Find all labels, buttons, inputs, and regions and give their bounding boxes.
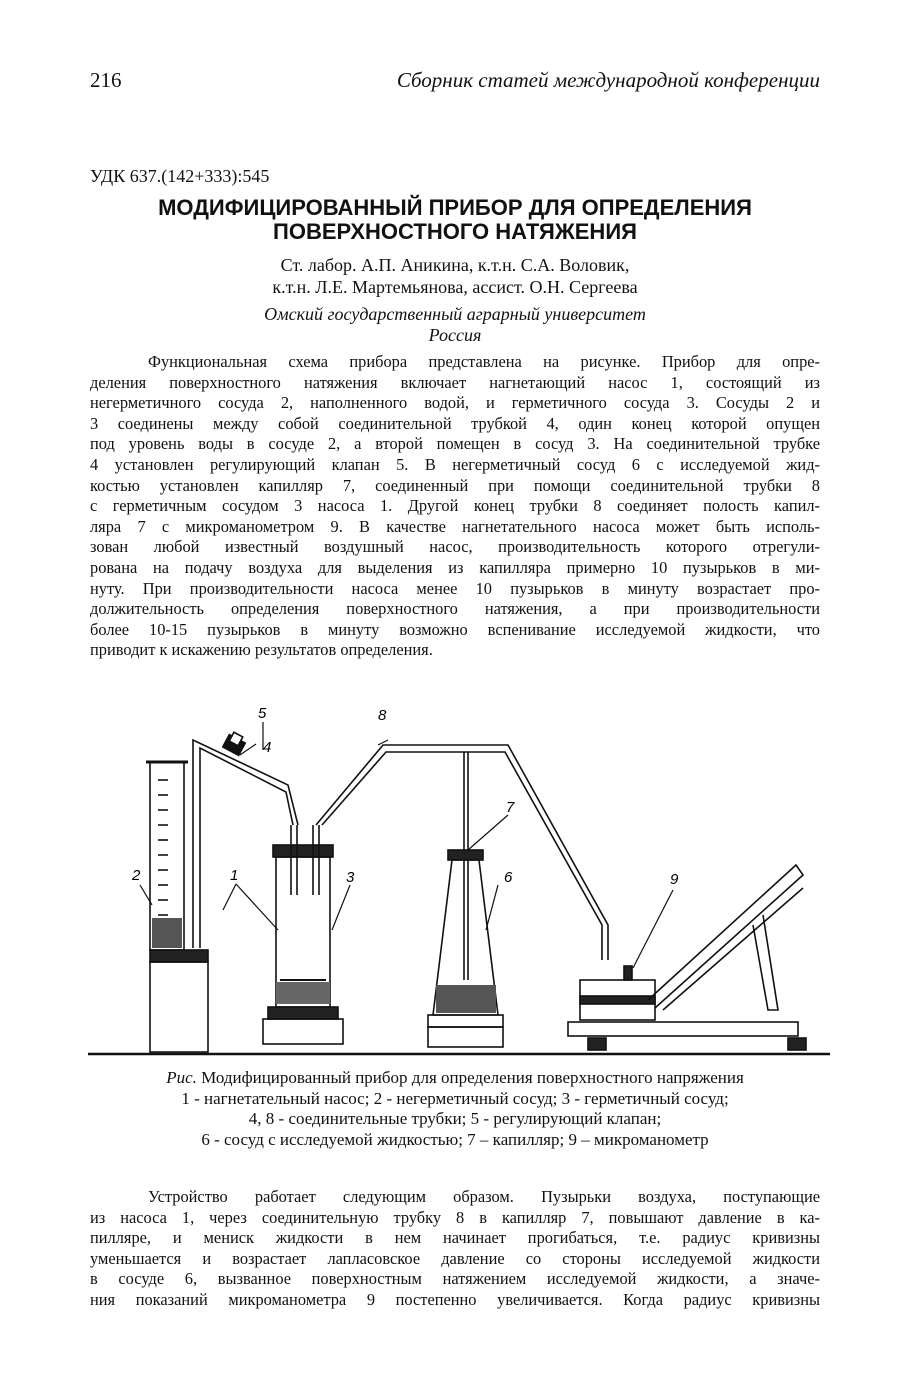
text-line: более 10-15 пузырьков в минуту возможно вспенивание исследуемой жидкости, что xyxy=(90,619,820,639)
text-line: Функциональная схема прибора представлена на рисунке. Прибор для опре- xyxy=(148,352,820,371)
caption-title: Модифицированный прибор для определения поверхностного напряжения xyxy=(201,1068,744,1087)
text-line: под уровень воды в сосуде 2, а второй помещен в сосуд 3. На соединительной трубке xyxy=(90,434,820,454)
caption-line: 4, 8 - соединительные трубки; 5 - регулирующий клапан; xyxy=(248,1109,662,1128)
text-line: из насоса 1, через соединительную трубку 8 в капилляр 7, повышают давление в ка- xyxy=(90,1207,820,1227)
text-line: костью установлен капилляр 7, соединенный при помощи соединительной трубки 8 xyxy=(90,475,820,495)
intro-paragraph xyxy=(90,352,820,661)
authors xyxy=(90,254,820,298)
page-number: 216 xyxy=(90,68,122,92)
text-line: уменьшается и возрастает лапласовское давление со стороны исследуемой жидкости xyxy=(90,1248,820,1268)
text-line: должительность определения поверхностного натяжения, а при производительности xyxy=(90,599,820,619)
valve-5 xyxy=(223,732,245,755)
authors-line: к.т.н. Л.Е. Мартемьянова, ассист. О.Н. Сергеева xyxy=(272,277,638,297)
tube-4 xyxy=(193,740,298,948)
text-line: 4 установлен регулирующий клапан 5. В негерметичный сосуд 6 с исследуемой жид- xyxy=(90,454,820,474)
article-title xyxy=(90,196,820,244)
affiliation xyxy=(90,304,820,346)
udk-code: УДК 637.(142+333):545 xyxy=(90,166,270,186)
label-4: 4 xyxy=(263,739,272,756)
vessel-3 xyxy=(263,825,343,1044)
text-line: в сосуде 6, вызванное поверхностным натяжением исследуемой жидкости, а значе- xyxy=(90,1269,820,1289)
text-line: приводит к искажению результатов определения. xyxy=(90,640,433,660)
authors-line: Ст. лабор. А.П. Аникина, к.т.н. С.А. Воловик, xyxy=(280,255,630,275)
text-line: ляра 7 с микроманометром 9. В качестве нагнетательного насоса может быть исполь- xyxy=(90,516,820,536)
affiliation-line: Омский государственный аграрный университет xyxy=(264,304,646,324)
text-line: зован любой известный воздушный насос, производительность которого отрегули- xyxy=(90,537,820,557)
text-line: ния показаний микроманометра 9 постепенно увеличивается. Когда радиус кривизны xyxy=(90,1289,820,1309)
title-line: МОДИФИЦИРОВАННЫЙ ПРИБОР ДЛЯ ОПРЕДЕЛЕНИЯ xyxy=(158,195,752,220)
text-line: с герметичным сосудом 3 насоса 1. Другой конец трубки 8 соединяет полость капил- xyxy=(90,496,820,516)
vessel-2 xyxy=(146,762,208,1052)
apparatus-figure xyxy=(88,700,830,1065)
text-line: негерметичного сосуда 2, наполненного водой, и герметичного сосуда 3. Сосуды 2 и xyxy=(90,393,820,413)
label-1: 1 xyxy=(230,867,239,884)
label-3: 3 xyxy=(346,869,355,886)
affiliation-line: Россия xyxy=(428,325,482,345)
caption-line xyxy=(90,1068,820,1089)
caption-prefix: Рис. xyxy=(166,1068,197,1087)
label-8: 8 xyxy=(378,707,387,724)
text-line: деления поверхностного натяжения включает нагнетающий насос 1, состоящий из xyxy=(90,372,820,392)
running-header xyxy=(90,68,820,98)
text-line: нуту. При производительности насоса менее 10 пузырьков в минуту возрастает про- xyxy=(90,578,820,598)
text-line: Устройство работает следующим образом. Пузырьки воздуха, поступающие xyxy=(148,1187,820,1206)
operation-paragraph xyxy=(90,1187,820,1311)
journal-title: Сборник статей международной конференции xyxy=(396,68,820,92)
figure-caption xyxy=(90,1068,820,1150)
capillary-7 xyxy=(464,752,468,980)
figure-labels xyxy=(131,705,679,888)
micromanometer-9 xyxy=(568,865,806,1050)
label-2: 2 xyxy=(132,867,141,884)
label-6: 6 xyxy=(504,869,513,886)
title-line: ПОВЕРХНОСТНОГО НАТЯЖЕНИЯ xyxy=(273,219,637,244)
vessel-6 xyxy=(428,850,503,1047)
label-9: 9 xyxy=(670,871,679,888)
text-line: пилляре, и мениск жидкости в нем начинает прогибаться, т.е. радиус кривизны xyxy=(90,1228,820,1248)
label-7: 7 xyxy=(506,799,515,816)
caption-line: 1 - нагнетательный насос; 2 - негерметичный сосуд; 3 - герметичный сосуд; xyxy=(181,1088,729,1108)
label-5: 5 xyxy=(258,705,267,722)
caption-line: 6 - сосуд с исследуемой жидкостью; 7 – капилляр; 9 – микроманометр xyxy=(201,1129,709,1149)
text-line: рована на подачу воздуха для выделения из капилляра примерно 10 пузырьков в ми- xyxy=(90,557,820,577)
text-line: 3 соединены между собой соединительной трубкой 4, один конец которой опущен xyxy=(90,413,820,433)
